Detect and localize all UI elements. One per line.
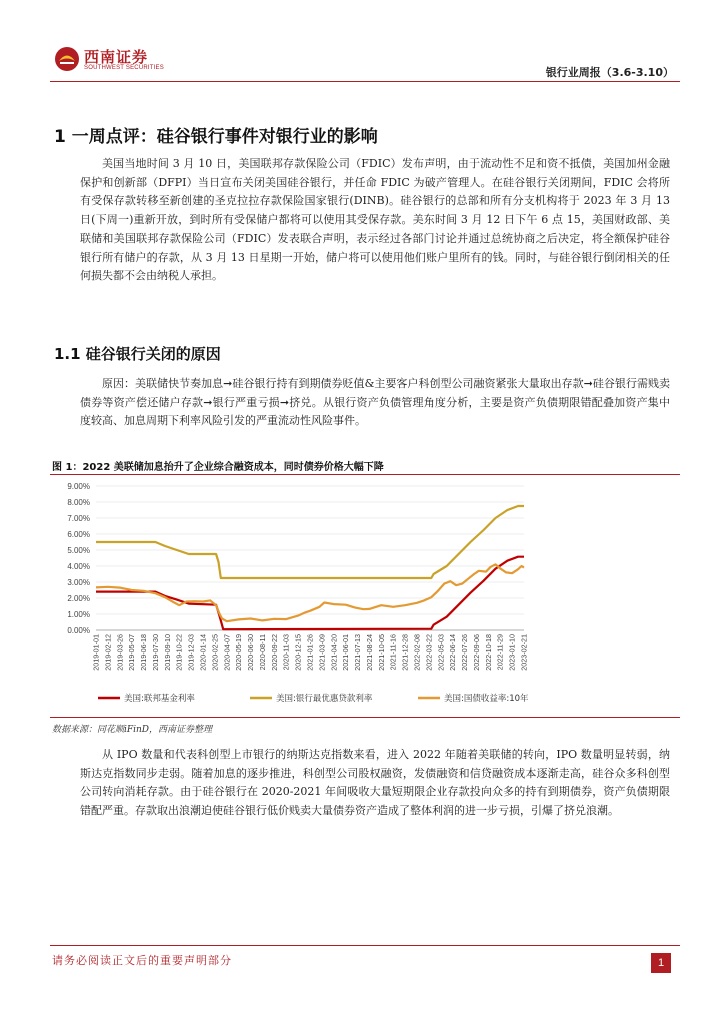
- y-tick-label: 8.00%: [67, 498, 90, 507]
- x-tick-label: 2021-01-26: [305, 634, 315, 671]
- report-title: 银行业周报（3.6-3.10）: [545, 66, 674, 79]
- page-number: 1: [651, 953, 671, 973]
- x-axis-ticks: [92, 634, 529, 671]
- x-tick-label: 2021-07-13: [353, 634, 363, 671]
- section-1-1-paragraph: 原因：美联储快节奏加息➞硅谷银行持有到期债券贬值&主要客户科创型公司融资紧张大量取出存款➞硅谷银行需贱卖债券等资产偿还储户存款➞银行严重亏损➞挤兑。从银行资产负债管理角度分析，主要是资产负债期限错配叠加资产集中度较高、加息周期下利率风险引发的严重流动性风险事件。: [80, 377, 670, 428]
- x-tick-label: 2020-06-30: [246, 634, 256, 671]
- x-tick-label: 2022-06-14: [448, 634, 458, 671]
- chart-gridlines: [96, 486, 524, 630]
- footer-disclaimer: 请务必阅读正文后的重要声明部分: [52, 954, 232, 967]
- x-tick-label: 2019-03-26: [115, 634, 125, 671]
- x-tick-label: 2020-12-15: [293, 634, 303, 671]
- y-tick-label: 6.00%: [67, 530, 90, 539]
- y-tick-label: 9.00%: [67, 482, 90, 491]
- x-tick-label: 2022-02-08: [412, 634, 422, 671]
- x-tick-label: 2020-05-19: [234, 634, 244, 671]
- analysis-paragraph: 从 IPO 数量和代表科创型上市银行的纳斯达克指数来看，进入 2022 年随着美联储的转向，IPO 数量明显转弱，纳斯达克指数同步走弱。随着加息的逐步推进，科创型公司股权融资，发债融资和信贷融资成本逐渐走高，硅谷众多科创型公司转向消耗存款。由于硅谷银行在 2020-2021 年间吸收大量短期限企业存款投向众多的持有到期债券，资产负债期限错配严重。存款取出浪潮迫使硅谷银行低价贱卖大量债券资产造成了整体利润的进一步亏损，引爆了挤兑浪潮。: [80, 748, 670, 818]
- y-tick-label: 5.00%: [67, 546, 90, 555]
- section-1-paragraph: 美国当地时间 3 月 10 日，美国联邦存款保险公司（FDIC）发布声明，由于流动性不足和资不抵债，美国加州金融保护和创新部（DFPI）当日宣布关闭美国硅谷银行，并任命 FDIC 为破产管理人。在硅谷银行关闭期间，FDIC 会将所有受保存款转移至新创建的圣克拉拉存款保险国家银行(DINB)。硅谷银行的总部和所有分支机构将于 2023 年 3 月 13 日(下周一)重新开放，到时所有受保储户都将可以使用其受保存款。美东时间 3 月 12 日下午 6 点 15，美国财政部、美联储和美国联邦存款保险公司（FDIC）发表联合声明，表示经过各部门讨论并通过总统协商之后决定，将全额保护硅谷银行所有储户的存款，从 3 月 13 日星期一开始，储户将可以使用他们账户里所有的钱。同时，与硅谷银行倒闭相关的任何损失都不会由纳税人承担。: [80, 157, 670, 283]
- x-tick-label: 2019-09-10: [162, 634, 172, 671]
- section-heading-1-1: 1.1 硅谷银行关闭的原因: [54, 345, 221, 363]
- y-tick-label: 0.00%: [67, 626, 90, 635]
- figure-top-rule: [50, 474, 680, 475]
- x-tick-label: 2022-09-06: [471, 634, 481, 671]
- x-tick-label: 2022-11-29: [495, 634, 505, 671]
- series-line-1: [96, 557, 524, 630]
- footer-divider: [50, 945, 680, 946]
- y-tick-label: 4.00%: [67, 562, 90, 571]
- x-tick-label: 2021-08-24: [364, 634, 374, 671]
- chart-series: [96, 506, 524, 629]
- y-tick-label: 3.00%: [67, 578, 90, 587]
- y-tick-label: 7.00%: [67, 514, 90, 523]
- x-tick-label: 2021-11-16: [388, 634, 398, 671]
- x-tick-label: 2021-04-20: [329, 634, 339, 671]
- x-tick-label: 2022-05-03: [436, 634, 446, 671]
- x-tick-label: 2019-12-03: [186, 634, 196, 671]
- x-tick-label: 2023-02-21: [519, 634, 529, 671]
- logo-text-cn: 西南证券: [84, 48, 149, 66]
- section-heading-1: 1 一周点评：硅谷银行事件对银行业的影响: [54, 127, 378, 147]
- y-tick-label: 1.00%: [67, 610, 90, 619]
- x-tick-label: 2022-03-22: [424, 634, 434, 671]
- x-tick-label: 2019-10-22: [174, 634, 184, 671]
- x-tick-label: 2021-06-01: [341, 634, 351, 671]
- logo-icon: [54, 46, 80, 72]
- x-tick-label: 2019-07-30: [150, 634, 160, 671]
- x-tick-label: 2019-02-12: [103, 634, 113, 671]
- figure-bottom-rule: [50, 717, 680, 718]
- legend-label: 美国:国债收益率:10年: [444, 694, 529, 704]
- x-tick-label: 2020-09-22: [269, 634, 279, 671]
- legend-label: 美国:银行最优惠贷款利率: [276, 694, 373, 704]
- x-tick-label: 2020-04-07: [222, 634, 232, 671]
- x-tick-label: 2020-01-14: [198, 634, 208, 671]
- x-tick-label: 2023-01-10: [507, 634, 517, 671]
- x-tick-label: 2021-12-28: [400, 634, 410, 671]
- x-tick-label: 2021-03-09: [317, 634, 327, 671]
- x-tick-label: 2020-02-25: [210, 634, 220, 671]
- x-tick-label: 2019-06-18: [139, 634, 149, 671]
- logo-text-en: SOUTHWEST SECURITIES: [84, 65, 164, 71]
- series-line-2: [96, 506, 524, 578]
- y-axis-ticks: [67, 482, 90, 635]
- x-tick-label: 2022-07-26: [460, 634, 470, 671]
- x-tick-label: 2022-10-18: [483, 634, 493, 671]
- legend-label: 美国:联邦基金利率: [124, 694, 195, 704]
- x-tick-label: 2020-11-03: [281, 634, 291, 671]
- y-tick-label: 2.00%: [67, 594, 90, 603]
- x-tick-label: 2019-05-07: [127, 634, 137, 671]
- x-tick-label: 2021-10-05: [376, 634, 386, 671]
- header-divider: [50, 81, 680, 82]
- page-header: [50, 36, 680, 80]
- chart-legend: [98, 693, 529, 704]
- figure-source: 数据来源：同花顺iFinD，西南证券整理: [52, 725, 213, 735]
- rate-line-chart: [50, 476, 680, 716]
- x-tick-label: 2019-01-01: [91, 634, 101, 671]
- x-tick-label: 2020-08-11: [257, 634, 267, 671]
- figure-title: 图 1：2022 美联储加息抬升了企业综合融资成本，同时债券价格大幅下降: [52, 462, 384, 473]
